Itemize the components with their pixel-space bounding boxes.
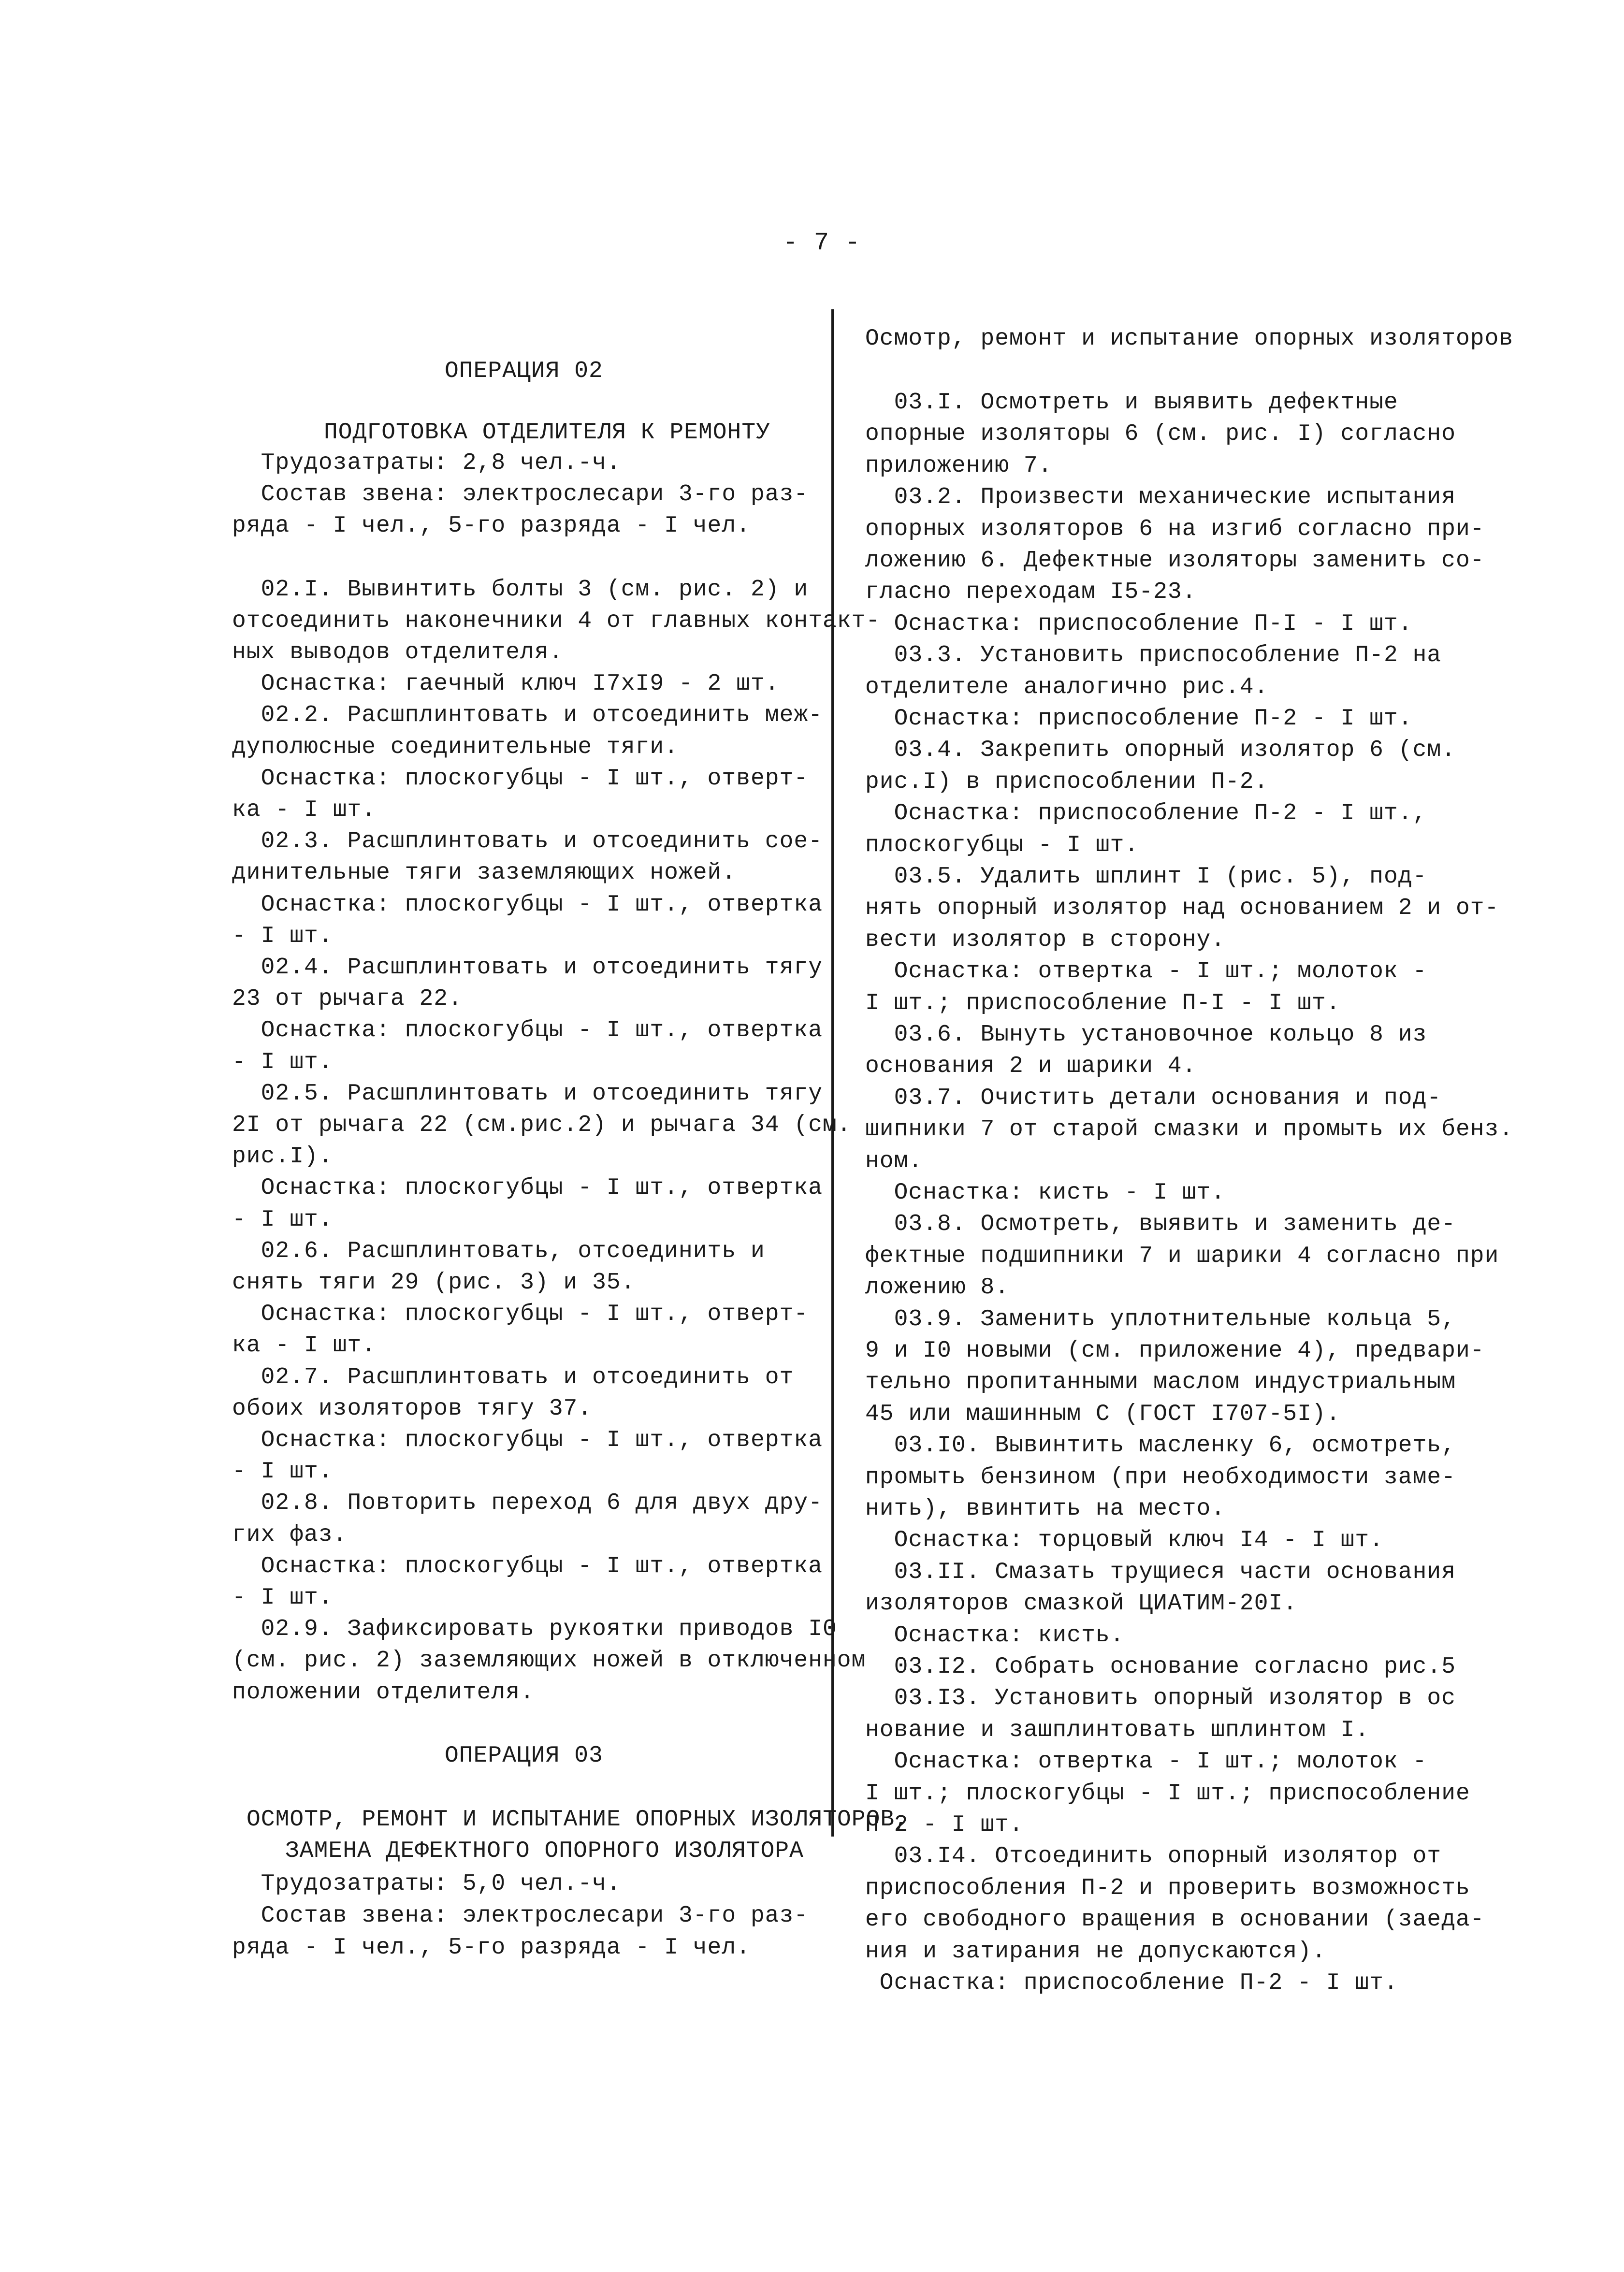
right-text-line: тельно пропитанными маслом индустриальным (865, 1369, 1456, 1396)
op02-text-line: - I шт. (232, 1459, 333, 1485)
right-text-line: 03.7. Очистить детали основания и под- (865, 1085, 1442, 1111)
right-text-line: 03.5. Удалить шплинт I (рис. 5), под- (865, 864, 1427, 890)
op02-text-line: обоих изоляторов тягу 37. (232, 1395, 593, 1422)
right-text-line: изоляторов смазкой ЦИАТИМ-20I. (865, 1591, 1298, 1617)
column-divider (831, 309, 834, 1837)
right-text-line: промыть бензином (при необходимости заме- (865, 1464, 1456, 1491)
right-text-line: ложению 6. Дефектные изоляторы заменить со- (865, 548, 1485, 574)
right-text-line: 03.I0. Вывинтить масленку 6, осмотреть, (865, 1433, 1456, 1459)
op02-heading: ПОДГОТОВКА ОТДЕЛИТЕЛЯ К РЕМОНТУ (324, 420, 770, 446)
op02-text-line: - I шт. (232, 923, 333, 949)
op02-text-line: Оснастка: плоскогубцы - I шт., отверт- (232, 765, 809, 792)
right-text-line: 03.6. Вынуть установочное кольцо 8 из (865, 1022, 1427, 1048)
op03-title: ОПЕРАЦИЯ 03 (445, 1743, 603, 1769)
op03-heading-line-2: ЗАМЕНА ДЕФЕКТНОГО ОПОРНОГО ИЗОЛЯТОРА (285, 1838, 804, 1864)
op02-text-line: Состав звена: электрослесари 3-го раз- (232, 481, 809, 508)
right-text-line: Оснастка: отвертка - I шт.; молоток - (865, 1749, 1427, 1775)
right-text-line: отделителе аналогично рис.4. (865, 674, 1269, 700)
right-text-line: рис.I) в приспособлении П-2. (865, 768, 1269, 795)
right-text-line: нить), ввинтить на место. (865, 1496, 1226, 1522)
op02-text-line: 23 от рычага 22. (232, 986, 463, 1013)
op02-text-line: 02.4. Расшплинтовать и отсоединить тягу (232, 955, 823, 981)
op02-text-line: ных выводов отделителя. (232, 639, 564, 666)
right-text-line: Оснастка: кисть - I шт. (865, 1180, 1226, 1206)
op02-text-line: 2I от рычага 22 (см.рис.2) и рычага 34 (см. (232, 1112, 852, 1138)
right-text-line: приспособления П-2 и проверить возможность (865, 1875, 1470, 1901)
right-text-line: Оснастка: отвертка - I шт.; молоток - (865, 958, 1427, 985)
op02-text-line: Оснастка: плоскогубцы - I шт., отвертка (232, 1553, 823, 1579)
op02-text-line: - I шт. (232, 1206, 333, 1233)
op02-text-line: 02.3. Расшплинтовать и отсоединить сое- (232, 828, 823, 855)
right-text-line: 03.2. Произвести механические испытания (865, 484, 1456, 511)
right-text-line: 9 и I0 новыми (см. приложение 4), предвари- (865, 1338, 1485, 1364)
right-text-line: Оснастка: кисть. (865, 1622, 1125, 1649)
op03-heading-line-1: ОСМОТР, РЕМОНТ И ИСПЫТАНИЕ ОПОРНЫХ ИЗОЛЯТОРОВ, (246, 1807, 910, 1833)
op02-text-line: Оснастка: плоскогубцы - I шт., отвертка (232, 1017, 823, 1044)
right-text-line: 03.9. Заменить уплотнительные кольца 5, (865, 1306, 1456, 1332)
right-text-line: его свободного вращения в основании (заеда- (865, 1907, 1485, 1933)
right-text-line: ном. (865, 1148, 923, 1174)
right-text-line: 03.II. Смазать трущиеся части основания (865, 1559, 1456, 1585)
op02-text-line: 02.I. Вывинтить болты 3 (см. рис. 2) и (232, 576, 809, 603)
op02-text-line: ряда - I чел., 5-го разряда - I чел. (232, 513, 751, 539)
right-text-line: Оснастка: торцовый ключ I4 - I шт. (865, 1527, 1384, 1554)
op02-text-line: 02.5. Расшплинтовать и отсоединить тягу (232, 1080, 823, 1107)
op02-text-line: - I шт. (232, 1049, 333, 1075)
right-text-line: 03.8. Осмотреть, выявить и заменить де- (865, 1211, 1456, 1238)
op02-text-line: Оснастка: плоскогубцы - I шт., отвертка (232, 1427, 823, 1453)
right-text-line: 45 или машинным С (ГОСТ I707-5I). (865, 1401, 1341, 1427)
page-number: - 7 - (783, 229, 861, 257)
op02-text-line: ка - I шт. (232, 1332, 377, 1359)
right-text-line: 03.I4. Отсоединить опорный изолятор от (865, 1843, 1442, 1870)
op02-text-line: Оснастка: плоскогубцы - I шт., отверт- (232, 1301, 809, 1328)
right-text-line: нять опорный изолятор над основанием 2 и от- (865, 895, 1499, 922)
right-text-line: Оснастка: приспособление П-2 - I шт., (865, 800, 1427, 827)
right-text-line: гласно переходам I5-23. (865, 579, 1197, 606)
op03-text-line: ряда - I чел., 5-го разряда - I чел. (232, 1935, 751, 1961)
op02-text-line: 02.9. Зафиксировать рукоятки приводов I0 (232, 1616, 837, 1643)
right-text-line: шипники 7 от старой смазки и промыть их бенз. (865, 1116, 1514, 1143)
op02-text-line: Трудозатраты: 2,8 чел.-ч. (232, 450, 621, 476)
op02-title: ОПЕРАЦИЯ 02 (445, 358, 603, 384)
right-text-line: П-2 - I шт. (865, 1812, 1024, 1838)
op02-text-line: динительные тяги заземляющих ножей. (232, 860, 737, 886)
op02-text-line: - I шт. (232, 1585, 333, 1611)
op02-text-line: положении отделителя. (232, 1679, 535, 1706)
op02-text-line: 02.7. Расшплинтовать и отсоединить от (232, 1364, 794, 1390)
op02-text-line: ка - I шт. (232, 797, 377, 823)
op02-text-line: отсоединить наконечники 4 от главных контакт- (232, 608, 881, 634)
right-text-line: вести изолятор в сторону. (865, 926, 1226, 953)
right-text-line: 03.I2. Собрать основание согласно рис.5 (865, 1654, 1456, 1680)
op02-text-line: 02.6. Расшплинтовать, отсоединить и (232, 1238, 765, 1264)
right-text-line: Оснастка: приспособление П-I - I шт. (865, 610, 1413, 637)
op02-text-line: рис.I). (232, 1143, 333, 1170)
op03-text-line: Состав звена: электрослесари 3-го раз- (232, 1903, 809, 1929)
right-text-line: Оснастка: приспособление П-2 - I шт. (865, 1970, 1398, 1996)
right-text-line: ложению 8. (865, 1274, 1010, 1301)
right-text-line: ния и затирания не допускаются). (865, 1938, 1326, 1965)
right-text-line: опорных изоляторов 6 на изгиб согласно при- (865, 516, 1485, 542)
right-text-line: плоскогубцы - I шт. (865, 832, 1139, 858)
op02-text-line: гих фаз. (232, 1521, 348, 1548)
op02-text-line: дуполюсные соединительные тяги. (232, 734, 679, 760)
op02-text-line: Оснастка: плоскогубцы - I шт., отвертка (232, 1175, 823, 1201)
op02-text-line: 02.8. Повторить переход 6 для двух дру- (232, 1490, 823, 1517)
right-text-line: 03.4. Закрепить опорный изолятор 6 (см. (865, 737, 1456, 764)
right-text-line: нование и зашплинтовать шплинтом I. (865, 1717, 1370, 1743)
right-text-line: фектные подшипники 7 и шарики 4 согласно при (865, 1243, 1499, 1269)
right-column-heading: Осмотр, ремонт и испытание опорных изоляторов (865, 326, 1514, 352)
right-text-line: 03.I3. Установить опорный изолятор в ос (865, 1685, 1456, 1712)
right-text-line: 03.3. Установить приспособление П-2 на (865, 642, 1442, 669)
right-text-line: основания 2 и шарики 4. (865, 1053, 1197, 1080)
op02-text-line: (см. рис. 2) заземляющих ножей в отключенном (232, 1648, 866, 1674)
right-text-line: 03.I. Осмотреть и выявить дефектные (865, 390, 1398, 416)
op02-text-line: 02.2. Расшплинтовать и отсоединить меж- (232, 702, 823, 729)
right-text-line: опорные изоляторы 6 (см. рис. I) согласно (865, 421, 1456, 448)
right-text-line: I шт.; плоскогубцы - I шт.; приспособление (865, 1780, 1470, 1807)
right-text-line: Оснастка: приспособление П-2 - I шт. (865, 706, 1413, 732)
op02-text-line: снять тяги 29 (рис. 3) и 35. (232, 1270, 636, 1296)
op02-text-line: Оснастка: гаечный ключ I7xI9 - 2 шт. (232, 671, 780, 697)
op03-text-line: Трудозатраты: 5,0 чел.-ч. (232, 1871, 621, 1897)
right-text-line: приложению 7. (865, 452, 1053, 479)
right-text-line: I шт.; приспособление П-I - I шт. (865, 990, 1341, 1016)
op02-text-line: Оснастка: плоскогубцы - I шт., отвертка (232, 891, 823, 918)
